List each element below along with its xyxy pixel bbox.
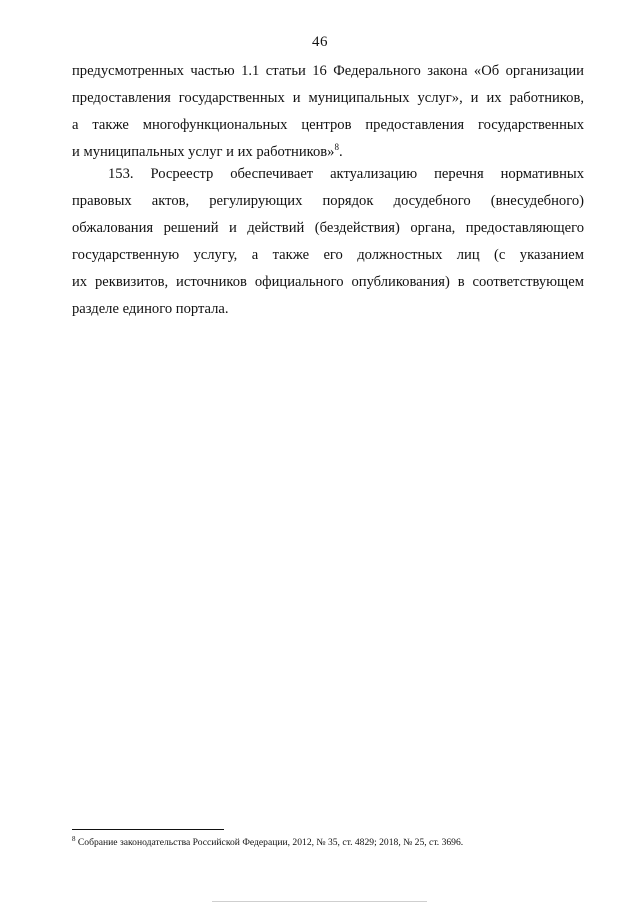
paragraph-153	[72, 161, 584, 323]
paragraph-first-line	[72, 161, 584, 188]
paragraph-line: обжалования решений и действий (бездействия) органа, предоставляющего	[72, 220, 584, 236]
paragraph-line: их реквизитов, источников официального опубликования) в соответствующем	[72, 274, 584, 290]
footnote-reference: 8	[334, 142, 339, 153]
paragraph-line-text: Росреестр обеспечивает актуализацию перечня нормативных	[150, 166, 584, 182]
paragraph-line: предусмотренных частью 1.1 статьи 16 Федерального закона «Об организации	[72, 63, 584, 79]
footnote-separator	[72, 829, 224, 830]
paragraph-line: государственную услугу, а также его должностных лиц (с указанием	[72, 247, 584, 263]
scan-edge-line	[212, 901, 427, 902]
paragraph-line-text: и муниципальных услуг и их работников»	[72, 144, 335, 160]
paragraph-continuation	[72, 58, 584, 166]
page-number: 46	[312, 34, 328, 50]
paragraph-line: правовых актов, регулирующих порядок досудебного (внесудебного)	[72, 193, 584, 209]
paragraph-number: 153.	[108, 166, 134, 182]
footnote-marker: 8	[72, 834, 76, 843]
footnote	[72, 836, 584, 849]
paragraph-end-punct: .	[338, 144, 343, 160]
paragraph-line: а также многофункциональных центров предоставления государственных	[72, 117, 584, 133]
paragraph-line-last: разделе единого портала.	[72, 301, 229, 317]
paragraph-line: предоставления государственных и муниципальных услуг», и их работников,	[72, 90, 584, 106]
footnote-text: Собрание законодательства Российской Федерации, 2012, № 35, ст. 4829; 2018, № 25, ст. 3696.	[75, 837, 464, 848]
